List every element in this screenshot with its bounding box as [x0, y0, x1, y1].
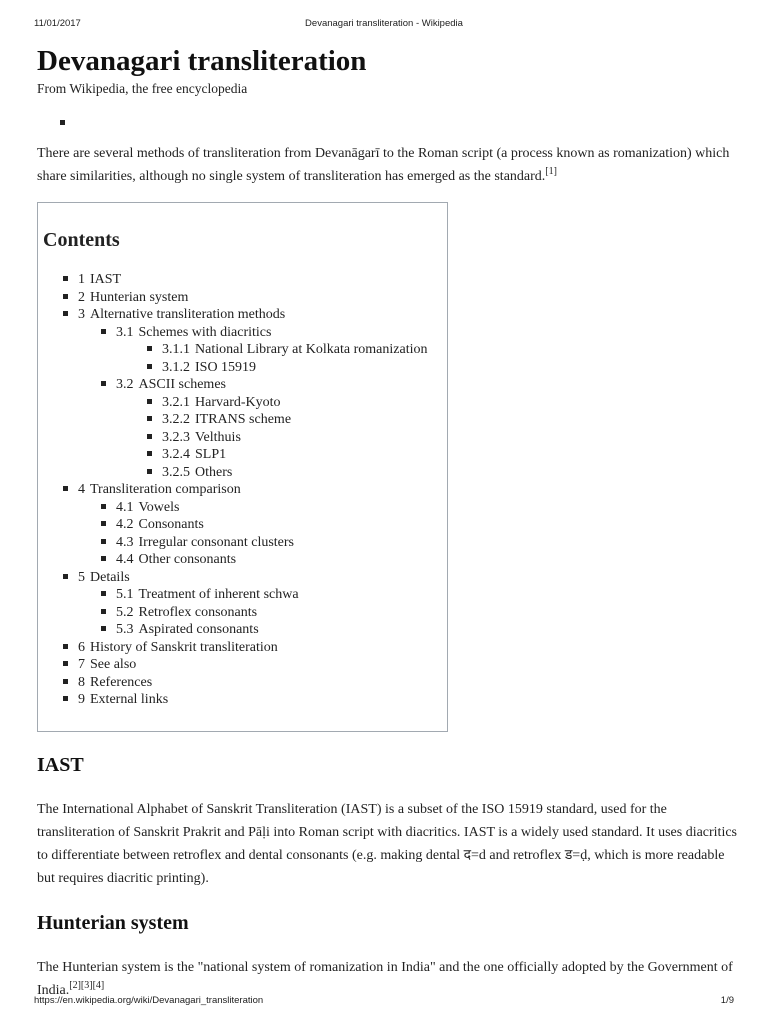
toc-item[interactable] [43, 289, 447, 307]
toc-item[interactable] [43, 656, 447, 674]
toc-item[interactable] [43, 411, 447, 429]
toc-number: 5.2 [116, 604, 134, 620]
bullet-marker [147, 399, 152, 404]
toc-item[interactable] [43, 394, 447, 412]
bullet-marker [101, 539, 106, 544]
bullet-marker [147, 469, 152, 474]
bullet-marker [63, 661, 68, 666]
bullet-marker [147, 364, 152, 369]
bullet-marker [63, 574, 68, 579]
toc-item[interactable] [43, 604, 447, 622]
toc-list [43, 271, 447, 709]
toc-number: 3.2.1 [162, 394, 190, 410]
toc-item[interactable] [43, 621, 447, 639]
toc-number: 8 [78, 674, 85, 690]
bullet-marker [101, 381, 106, 386]
bullet-marker [101, 521, 106, 526]
bullet-marker [63, 311, 68, 316]
toc-item[interactable] [43, 324, 447, 342]
page-title: Devanagari transliteration [37, 45, 367, 77]
toc-item[interactable] [43, 674, 447, 692]
toc-link[interactable]: IAST [90, 272, 122, 287]
bullet-marker [60, 120, 65, 125]
toc-link[interactable]: Transliteration comparison [90, 482, 241, 497]
toc-number: 3.1 [116, 324, 134, 340]
toc-link[interactable]: See also [90, 657, 137, 672]
toc-item[interactable] [43, 341, 447, 359]
toc-item[interactable] [43, 499, 447, 517]
toc-number: 4 [78, 482, 85, 497]
toc-number: 3.1.1 [162, 342, 190, 357]
toc-link[interactable]: Details [90, 569, 130, 585]
toc-link[interactable]: Velthuis [195, 429, 241, 445]
print-page-title: Devanagari transliteration - Wikipedia [305, 18, 463, 29]
toc-link[interactable]: Irregular consonant clusters [138, 534, 294, 550]
toc-item[interactable] [43, 639, 447, 657]
toc-item[interactable] [43, 481, 447, 499]
table-of-contents [37, 202, 448, 732]
toc-number: 3 [78, 307, 85, 322]
toc-item[interactable] [43, 586, 447, 604]
bullet-marker [147, 416, 152, 421]
toc-link[interactable]: Alternative transliteration methods [90, 307, 286, 322]
toc-item[interactable] [43, 446, 447, 464]
toc-number: 5 [78, 569, 85, 585]
site-tagline: From Wikipedia, the free encyclopedia [37, 81, 248, 96]
toc-link[interactable]: Aspirated consonants [138, 622, 259, 637]
toc-link[interactable]: Retroflex consonants [138, 604, 258, 620]
print-footer [34, 995, 734, 1009]
citation-link[interactable]: [2][3][4] [69, 980, 105, 991]
toc-item[interactable] [43, 534, 447, 552]
toc-number: 4.2 [116, 517, 134, 532]
bullet-marker [63, 486, 68, 491]
toc-link[interactable]: ISO 15919 [195, 359, 257, 375]
citation-link[interactable]: [1] [545, 166, 557, 177]
bullet-marker [63, 644, 68, 649]
toc-link[interactable]: Harvard-Kyoto [195, 394, 281, 410]
section-paragraph-iast: The International Alphabet of Sanskrit Transliteration (IAST) is a subset of the ISO 15919 standard, used for the transliteration of Sanskrit Prakrit and Pāḷi into Roman script with diacritics. IAST is a widely used standard. It uses diacritics to differentiate between retroflex and dental consonants (e.g. making dental द=d and retroflex ड=ḍ, which is more readable but requires diacritic printing). [37, 802, 737, 886]
bullet-marker [101, 556, 106, 561]
toc-number: 7 [78, 657, 85, 672]
toc-number: 3.2.4 [162, 447, 190, 462]
toc-link[interactable]: SLP1 [195, 447, 227, 462]
toc-item[interactable] [43, 551, 447, 569]
bullet-marker [101, 329, 106, 334]
toc-item[interactable] [43, 464, 447, 482]
toc-link[interactable]: ITRANS scheme [195, 412, 292, 427]
toc-number: 4.3 [116, 534, 134, 550]
toc-number: 5.1 [116, 587, 134, 602]
toc-item[interactable] [43, 306, 447, 324]
toc-number: 3.2.3 [162, 429, 190, 445]
toc-heading: Contents [43, 229, 120, 251]
section-heading-hunterian: Hunterian system [37, 912, 189, 934]
toc-item[interactable] [43, 569, 447, 587]
toc-item[interactable] [43, 271, 447, 289]
bullet-marker [147, 451, 152, 456]
article-content [37, 42, 737, 1002]
bullet-marker [147, 346, 152, 351]
print-url: https://en.wikipedia.org/wiki/Devanagari_transliteration [34, 995, 264, 1006]
toc-item[interactable] [43, 691, 447, 709]
toc-item[interactable] [43, 359, 447, 377]
bullet-marker [63, 696, 68, 701]
toc-number: 5.3 [116, 622, 134, 637]
intro-text: There are several methods of transliteration from Devanāgarī to the Roman script (a process known as romanization) which share similarities, although no single system of transliteration has emerged as the standard. [37, 146, 730, 184]
bullet-marker [147, 434, 152, 439]
section-heading-iast: IAST [37, 754, 84, 776]
bullet-marker [63, 276, 68, 281]
toc-number: 4.1 [116, 499, 134, 515]
toc-number: 1 [78, 272, 85, 287]
bullet-marker [63, 294, 68, 299]
bullet-marker [101, 504, 106, 509]
toc-link[interactable]: Treatment of inherent schwa [138, 587, 299, 602]
intro-paragraph [37, 142, 737, 188]
toc-item[interactable] [43, 429, 447, 447]
toc-link[interactable]: ASCII schemes [138, 377, 226, 392]
toc-link[interactable]: Others [195, 464, 233, 480]
toc-number: 3.2.5 [162, 464, 190, 480]
toc-number: 3.2.2 [162, 412, 190, 427]
toc-number: 6 [78, 639, 85, 655]
toc-link[interactable]: Consonants [138, 517, 204, 532]
toc-link[interactable]: History of Sanskrit transliteration [90, 639, 278, 655]
print-date: 11/01/2017 [34, 18, 81, 29]
toc-link[interactable]: Other consonants [138, 552, 237, 567]
toc-number: 2 [78, 289, 85, 305]
toc-link[interactable]: References [90, 674, 153, 690]
toc-item[interactable] [43, 516, 447, 534]
bullet-marker [101, 591, 106, 596]
toc-item[interactable] [43, 376, 447, 394]
toc-number: 9 [78, 692, 85, 707]
toc-link[interactable]: External links [90, 692, 169, 707]
toc-link[interactable]: Vowels [138, 499, 180, 515]
toc-number: 3.2 [116, 377, 134, 392]
bullet-marker [63, 679, 68, 684]
print-page-number: 1/9 [720, 995, 734, 1006]
toc-link[interactable]: National Library at Kolkata romanization [195, 342, 428, 357]
toc-number: 3.1.2 [162, 359, 190, 375]
toc-number: 4.4 [116, 552, 134, 567]
print-header [34, 18, 734, 32]
toc-link[interactable]: Hunterian system [90, 289, 189, 305]
hunterian-text: The Hunterian system is the "national system of romanization in India" and the one officially adopted by the Government of India. [37, 960, 733, 998]
toc-link[interactable]: Schemes with diacritics [138, 324, 272, 340]
bullet-marker [101, 609, 106, 614]
bullet-marker [101, 626, 106, 631]
